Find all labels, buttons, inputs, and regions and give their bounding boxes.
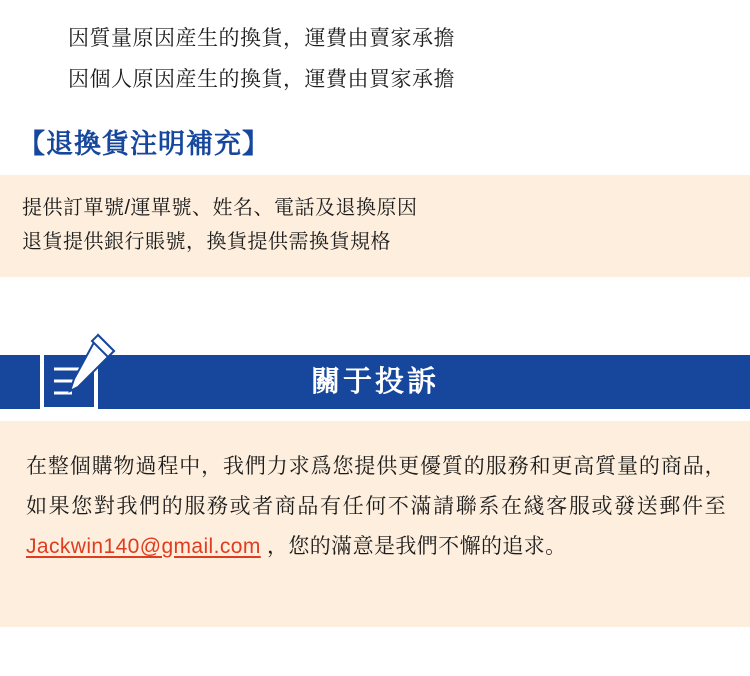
return-policy-line: 提供訂單號/運單號、姓名、電話及退換原因: [22, 197, 418, 219]
top-notes-block: [0, 0, 750, 100]
return-policy-note-box: [0, 175, 750, 277]
return-policy-line: 退貨提供銀行賬號，換貨提供需換貨規格: [22, 231, 391, 253]
complaint-banner-title: 關于投訴: [310, 366, 439, 398]
complaint-text-before-email: 在整個購物過程中，我們力求爲您提供更優質的服務和更高質量的商品，如果您對我們的服務或者商品有任何不滿請聯系在綫客服或發送郵件至: [26, 455, 726, 518]
complaint-banner: [0, 329, 750, 421]
complaint-text-after-email: ，您的滿意是我們不懈的追求。: [260, 535, 567, 558]
complaint-body-box: [0, 421, 750, 627]
top-note-line: 因個人原因産生的換貨，運費由買家承擔: [68, 68, 455, 91]
return-policy-heading: 【退換貨注明補充】: [18, 129, 270, 159]
support-email-link[interactable]: Jackwin140@gmail.com: [26, 535, 261, 558]
top-note-line: 因質量原因産生的換貨，運費由賣家承擔: [68, 27, 455, 50]
complaint-paragraph: [0, 447, 750, 567]
